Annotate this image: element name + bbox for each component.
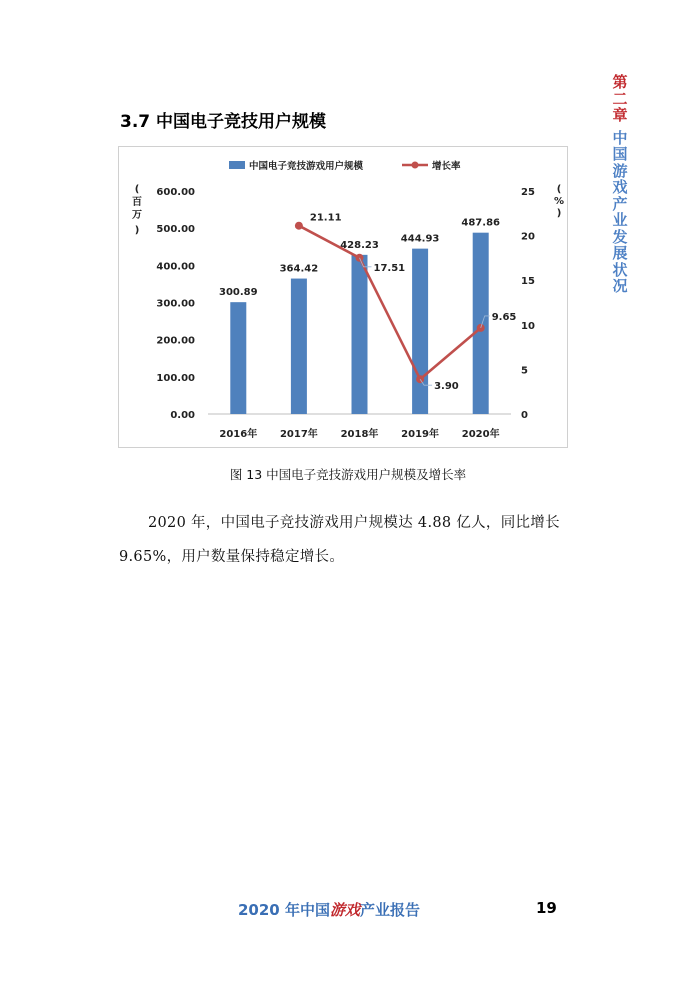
legend-bar-label: 中国电子竞技游戏用户规模: [249, 161, 364, 172]
side-title-char: 游: [612, 161, 628, 180]
bar-value-label: 364.42: [279, 263, 319, 275]
x-tick-label: 2017年: [279, 429, 318, 440]
left-tick-label: 600.00: [156, 187, 195, 198]
body-paragraph: 2020 年，中国电子竞技游戏用户规模达 4.88 亿人，同比增长 9.65%，用户数量保持稳定增长。: [119, 515, 560, 565]
side-title-char: 状: [612, 260, 628, 279]
chart: [119, 147, 569, 449]
legend-line-marker: [412, 162, 419, 169]
side-title-char: 戏: [612, 178, 628, 196]
x-tick-label: 2020年: [461, 429, 500, 440]
left-axis-paren-close: ): [134, 225, 140, 236]
left-tick-label: 300.00: [156, 298, 195, 310]
footer-title-stylized: 游戏: [329, 901, 360, 919]
legend-bar-swatch: [229, 161, 245, 169]
side-title-char: 展: [612, 244, 628, 262]
growth-marker: [295, 222, 303, 230]
page-number: 19: [536, 899, 557, 917]
side-title-char: 产: [612, 194, 628, 213]
right-axis-paren-open: (: [556, 184, 562, 195]
growth-value-label: 3.90: [434, 381, 459, 393]
growth-marker: [356, 254, 364, 262]
left-axis-label: 百: [132, 197, 142, 208]
bar: [473, 233, 489, 414]
bar-value-label: 428.23: [340, 239, 379, 251]
right-axis-paren-close: ): [556, 208, 562, 219]
right-tick-label: 10: [521, 320, 535, 332]
growth-value-label: 17.51: [373, 262, 406, 274]
bar: [352, 255, 368, 414]
growth-value-label: 21.11: [309, 212, 342, 224]
x-tick-label: 2019年: [401, 429, 440, 440]
side-title-char: 中: [612, 128, 628, 147]
left-axis-label: 万: [132, 210, 142, 221]
side-chapter-char: 二: [612, 89, 628, 108]
right-tick-label: 20: [521, 231, 535, 243]
bar: [291, 279, 307, 414]
left-tick-label: 400.00: [156, 261, 195, 273]
side-title-char: 况: [612, 277, 628, 295]
side-chapter-char: 章: [612, 106, 628, 124]
footer-title: [238, 899, 420, 920]
right-tick-label: 0: [521, 410, 528, 421]
side-title-char: 业: [612, 211, 628, 229]
bar: [230, 302, 246, 414]
side-chapter-label: [609, 74, 631, 124]
side-title-char: 国: [612, 145, 628, 163]
right-axis-label: %: [553, 196, 565, 207]
left-tick-label: 0.00: [170, 410, 195, 421]
right-tick-label: 15: [521, 276, 535, 288]
bar-value-label: 487.86: [461, 217, 500, 229]
right-tick-label: 25: [521, 187, 535, 198]
growth-line: [299, 226, 481, 380]
bar-value-label: 300.89: [219, 287, 258, 299]
left-tick-label: 200.00: [156, 335, 195, 347]
section-heading: 3.7 中国电子竞技用户规模: [120, 112, 327, 132]
side-chapter-char: 第: [612, 73, 628, 91]
x-tick-label: 2016年: [219, 429, 258, 440]
chapter-side-tab: [609, 74, 631, 295]
left-tick-label: 100.00: [156, 372, 195, 384]
x-tick-label: 2018年: [340, 429, 379, 440]
side-title-char: 发: [612, 227, 628, 246]
growth-value-label: 9.65: [491, 311, 517, 323]
footer-title-end: 产业报告: [360, 901, 421, 919]
side-chapter-title: [609, 130, 631, 295]
bar-value-label: 444.93: [400, 233, 440, 245]
chart-frame: [118, 146, 568, 448]
bar: [412, 249, 428, 414]
figure-caption: 图 13 中国电子竞技游戏用户规模及增长率: [229, 467, 467, 482]
left-tick-label: 500.00: [156, 224, 195, 236]
right-tick-label: 5: [521, 365, 528, 377]
legend-line-label: 增长率: [432, 161, 461, 172]
footer-title-start: 2020 年中国: [238, 901, 330, 919]
left-axis-paren-open: (: [134, 184, 140, 195]
